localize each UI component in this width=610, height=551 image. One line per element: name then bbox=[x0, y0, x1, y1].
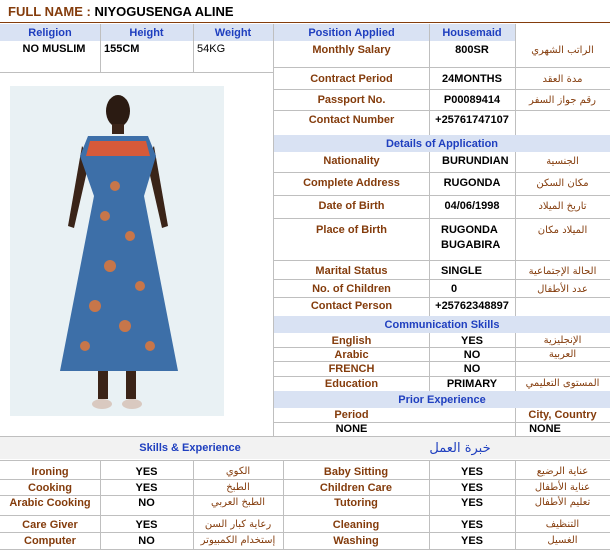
french-label: FRENCH bbox=[328, 362, 375, 375]
pob-arabic: الميلاد مكان bbox=[537, 224, 588, 236]
comm-header: Communication Skills bbox=[274, 316, 610, 333]
skill-cleaning-value: YES bbox=[460, 518, 483, 531]
dob-value: 04/06/1998 bbox=[444, 200, 500, 212]
skill-cooking-arabic: الطبخ bbox=[226, 482, 250, 493]
skill-arabic-cooking-label: Arabic Cooking bbox=[9, 496, 91, 509]
salary-value: 800SR bbox=[455, 44, 489, 56]
english-label: English bbox=[331, 334, 372, 347]
skill-cleaning-label: Cleaning bbox=[332, 518, 380, 531]
height-header: Height bbox=[100, 24, 193, 41]
skill-babysitting-arabic: عناية الرضيع bbox=[536, 466, 589, 477]
dob-label: Date of Birth bbox=[318, 200, 385, 212]
children-arabic: عدد الأطفال bbox=[537, 283, 588, 295]
skill-computer-arabic: إستخدام الكمبيوتر bbox=[200, 535, 276, 546]
salary-arabic: الراتب الشهري bbox=[531, 44, 594, 56]
french-value: NO bbox=[463, 362, 481, 375]
period-header: Period bbox=[334, 409, 369, 421]
passport-arabic: رقم جواز السفر bbox=[529, 94, 596, 106]
skill-washing-label: Washing bbox=[333, 534, 379, 547]
passport-value: P00089414 bbox=[443, 94, 501, 106]
contact-person-value: +25762348897 bbox=[435, 300, 509, 312]
pob-value-2: BUGABIRA bbox=[441, 239, 501, 251]
skill-babysitting-label: Baby Sitting bbox=[323, 465, 389, 478]
nationality-value: BURUNDIAN bbox=[442, 155, 509, 167]
skill-caregiver-label: Care Giver bbox=[22, 518, 78, 531]
children-label: No. of Children bbox=[312, 283, 391, 295]
religion-value: NO MUSLIM bbox=[22, 43, 86, 55]
address-value: RUGONDA bbox=[443, 177, 501, 189]
marital-arabic: الحالة الإجتماعية bbox=[528, 265, 597, 277]
skill-washing-value: YES bbox=[460, 534, 483, 547]
passport-label: Passport No. bbox=[317, 94, 386, 106]
city-value: NONE bbox=[529, 423, 561, 435]
skill-tutoring-label: Tutoring bbox=[334, 496, 378, 509]
marital-value: SINGLE bbox=[441, 265, 482, 277]
skill-childcare-label: Children Care bbox=[319, 481, 393, 494]
english-arabic: الإنجليزية bbox=[543, 335, 582, 346]
skill-cooking-value: YES bbox=[135, 481, 158, 494]
full-name-row bbox=[4, 0, 404, 22]
contact-number-label: Contact Number bbox=[308, 114, 395, 126]
skill-computer-value: NO bbox=[138, 534, 155, 547]
religion-header: Religion bbox=[0, 24, 100, 41]
person-figure bbox=[10, 86, 224, 416]
nationality-label: Nationality bbox=[323, 155, 380, 167]
position-value: Housemaid bbox=[429, 24, 515, 41]
address-arabic: مكان السكن bbox=[536, 177, 589, 189]
contract-label: Contract Period bbox=[310, 73, 393, 85]
skill-tutoring-value: YES bbox=[460, 496, 483, 509]
city-header: City, Country bbox=[528, 409, 597, 421]
skill-cooking-label: Cooking bbox=[28, 481, 72, 494]
skills-header: Skills & Experience bbox=[139, 442, 241, 454]
skill-childcare-value: YES bbox=[460, 481, 483, 494]
marital-label: Marital Status bbox=[315, 265, 388, 277]
skill-babysitting-value: YES bbox=[460, 465, 483, 478]
skill-caregiver-value: YES bbox=[135, 518, 158, 531]
skill-caregiver-arabic: رعاية كبار السن bbox=[204, 519, 272, 530]
contact-number-value: +25761747107 bbox=[435, 114, 509, 126]
position-header: Position Applied bbox=[274, 24, 429, 41]
education-value: PRIMARY bbox=[446, 377, 498, 390]
english-value: YES bbox=[460, 334, 483, 347]
skill-washing-arabic: الغسيل bbox=[547, 535, 578, 546]
arabic-arabic: العربية bbox=[548, 349, 577, 360]
skill-arabic-cooking-arabic: الطبخ العربي bbox=[211, 497, 265, 508]
address-label: Complete Address bbox=[303, 177, 400, 189]
pob-label: Place of Birth bbox=[316, 224, 387, 236]
contract-value: 24MONTHS bbox=[442, 73, 502, 85]
arabic-value: NO bbox=[463, 348, 481, 361]
skills-header-arabic: خبرة العمل bbox=[429, 440, 491, 456]
skill-computer-label: Computer bbox=[24, 534, 76, 547]
weight-header: Weight bbox=[193, 24, 273, 41]
arabic-label: Arabic bbox=[334, 348, 369, 361]
skill-tutoring-arabic: تعليم الأطفال bbox=[534, 497, 591, 508]
details-header: Details of Application bbox=[274, 135, 610, 152]
period-value: NONE bbox=[335, 423, 368, 435]
skill-ironing-value: YES bbox=[135, 465, 158, 478]
skill-ironing-arabic: الكوي bbox=[225, 466, 251, 477]
skill-ironing-label: Ironing bbox=[31, 465, 69, 478]
pob-value: RUGONDA bbox=[441, 224, 498, 236]
applicant-photo bbox=[10, 86, 224, 416]
skill-childcare-arabic: عناية الأطفال bbox=[534, 482, 591, 493]
education-arabic: المستوى التعليمي bbox=[525, 378, 600, 389]
children-value: 0 bbox=[450, 283, 458, 295]
prior-header: Prior Experience bbox=[274, 391, 610, 408]
contract-arabic: مدة العقد bbox=[542, 73, 583, 85]
contact-person-label: Contact Person bbox=[310, 300, 393, 312]
full-name-value: NIYOGUSENGA ALINE bbox=[94, 3, 234, 19]
skill-cleaning-arabic: التنظيف bbox=[545, 519, 580, 530]
skill-arabic-cooking-value: NO bbox=[138, 496, 155, 509]
salary-label: Monthly Salary bbox=[312, 44, 391, 56]
education-label: Education bbox=[324, 377, 379, 390]
weight-value: 54KG bbox=[197, 43, 226, 55]
dob-arabic: تاريخ الميلاد bbox=[538, 200, 587, 212]
nationality-arabic: الجنسية bbox=[546, 155, 579, 167]
height-value: 155CM bbox=[104, 43, 140, 55]
full-name-label: FULL NAME : bbox=[8, 3, 91, 19]
